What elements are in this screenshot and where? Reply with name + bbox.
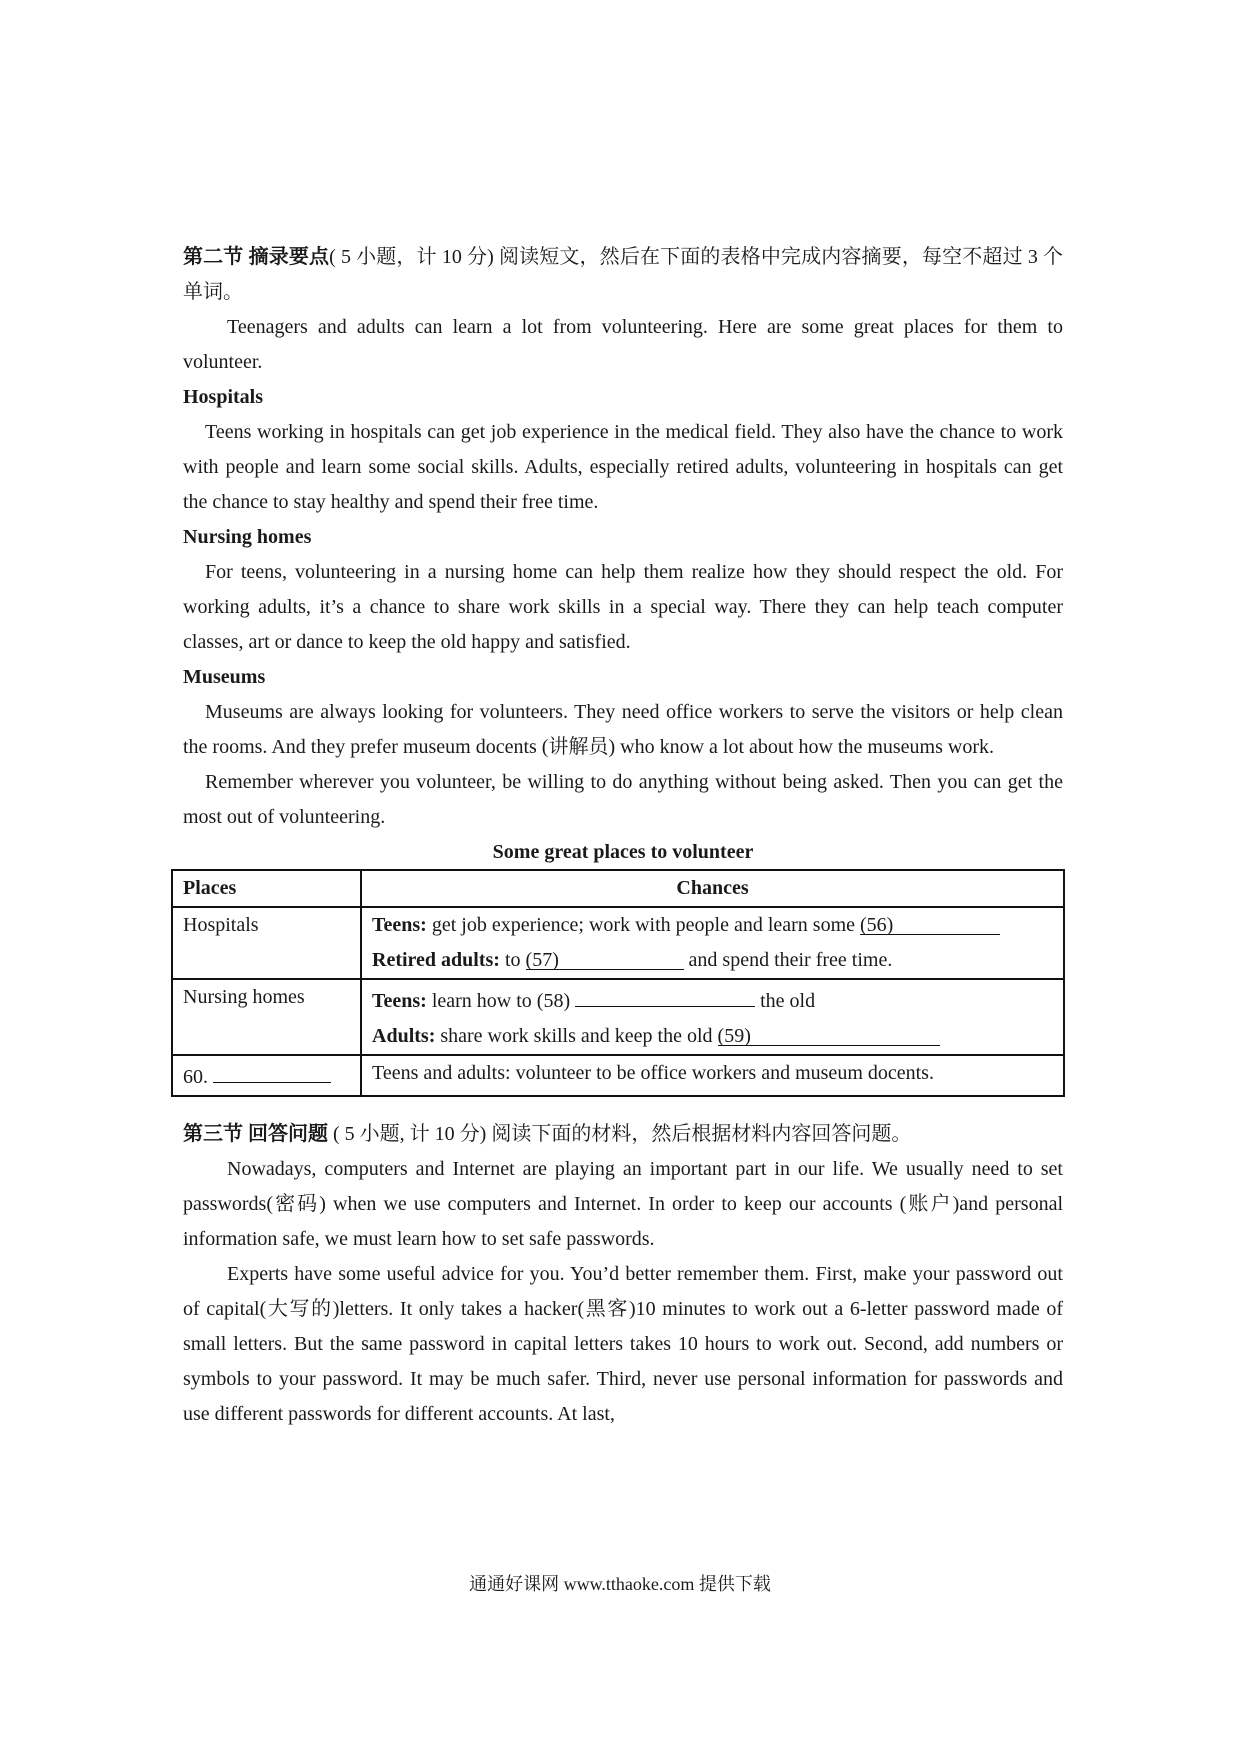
- hospitals-teens-line: [372, 908, 1053, 943]
- blank-58[interactable]: [575, 980, 755, 1007]
- table-row-60: [172, 1055, 1064, 1096]
- museums-paragraph: Museums are always looking for volunteers. They need office workers to serve the visitors or help clean the rooms. And they prefer museum docents (讲解员) who know a lot about how the museums work.: [183, 701, 1063, 758]
- nursing-adults-line: [372, 1019, 1053, 1054]
- header-chances: Chances: [361, 870, 1064, 907]
- cell-place-nursing-homes: Nursing homes: [172, 979, 361, 1055]
- nursing-homes-heading: Nursing homes: [183, 526, 312, 548]
- section3-title-bold: 第三节 回答问题: [183, 1123, 328, 1145]
- blank-56-number: (56): [860, 914, 894, 936]
- teens-label: Teens:: [372, 914, 427, 936]
- header-places: Places: [172, 870, 361, 907]
- passwords-paragraph-2: Experts have some useful advice for you. You’d better remember them. First, make your password out of capital(大写的)letters. It only takes a hacker(黑客)10 minutes to work out a 6-letter password made of small letters. But the same password in capital letters takes 10 hours to work out. Second, add numbers or symbols to your password. It may be much safer. Third, never use personal information for passwords and use different passwords for different accounts. At last,: [183, 1263, 1063, 1425]
- intro-paragraph: Teenagers and adults can learn a lot from volunteering. Here are some great places for them to volunteer.: [183, 316, 1063, 373]
- hospitals-adults-pre: to: [499, 949, 526, 971]
- section3-title-instructions: ( 5 小题, 计 10 分) 阅读下面的材料，然后根据材料内容回答问题。: [328, 1123, 912, 1145]
- section2-title: [183, 240, 1063, 310]
- nursing-teens-line: [372, 980, 1053, 1019]
- hospitals-adults-line: [372, 943, 1053, 978]
- blank-59[interactable]: [718, 1019, 940, 1046]
- section3-title: [183, 1117, 1063, 1152]
- blank-60[interactable]: [213, 1056, 331, 1083]
- hospitals-paragraph: Teens working in hospitals can get job experience in the medical field. They also have the chance to work with people and learn some social skills. Adults, especially retired adults, volunteering in hospitals can get the chance to stay healthy and spend their free time.: [183, 421, 1063, 513]
- cell-place-60: [172, 1055, 361, 1096]
- cell-chances-nursing-homes: [361, 979, 1064, 1055]
- blank-57[interactable]: [526, 943, 684, 970]
- blank-56[interactable]: [860, 908, 1000, 935]
- museums-heading: Museums: [183, 666, 266, 688]
- page-footer: 通通好课网 www.tthaoke.com 提供下载: [469, 1574, 771, 1594]
- nursing-homes-paragraph: For teens, volunteering in a nursing home can help them realize how they should respect the old. For working adults, it’s a chance to share work skills in a special way. There they can help teach computer classes, art or dance to keep the old happy and satisfied.: [183, 561, 1063, 653]
- blank-59-number: (59): [717, 1025, 751, 1047]
- table-row-nursing-homes: [172, 979, 1064, 1055]
- cell-chances-60: Teens and adults: volunteer to be office workers and museum docents.: [361, 1055, 1064, 1096]
- cell-place-hospitals: Hospitals: [172, 907, 361, 979]
- question-60-label: 60.: [183, 1066, 208, 1088]
- nursing-teens-post: the old: [755, 990, 816, 1012]
- blank-57-number: (57): [525, 949, 559, 971]
- hospitals-teens-text: get job experience; work with people and learn some: [426, 914, 861, 936]
- section2-title-bold: 第二节 摘录要点: [183, 246, 330, 268]
- page-content: [183, 240, 1063, 1432]
- hospitals-heading: Hospitals: [183, 386, 264, 408]
- table-header-row: [172, 870, 1064, 907]
- passwords-paragraph-1: Nowadays, computers and Internet are playing an important part in our life. We usually need to set passwords(密码) when we use computers and Internet. In order to keep our accounts (账户)and personal information safe, we must learn how to set safe passwords.: [183, 1158, 1063, 1250]
- table-title: Some great places to volunteer: [492, 841, 754, 863]
- volunteer-table: [171, 869, 1065, 1097]
- nursing-adults-text: share work skills and keep the old: [435, 1025, 718, 1047]
- nursing-adults-label: Adults:: [372, 1025, 436, 1047]
- section2-title-instructions: ( 5 小题，计 10 分) 阅读短文，然后在下面的表格中完成内容摘要，每空不超过 3 个单词。: [183, 246, 1064, 303]
- table-row-hospitals: [172, 907, 1064, 979]
- nursing-teens-text: learn how to (58): [426, 990, 576, 1012]
- nursing-teens-label: Teens:: [372, 990, 427, 1012]
- cell-chances-hospitals: [361, 907, 1064, 979]
- remember-paragraph: Remember wherever you volunteer, be willing to do anything without being asked. Then you can get the most out of volunteering.: [183, 771, 1063, 828]
- hospitals-adults-post: and spend their free time.: [683, 949, 893, 971]
- retired-adults-label: Retired adults:: [372, 949, 500, 971]
